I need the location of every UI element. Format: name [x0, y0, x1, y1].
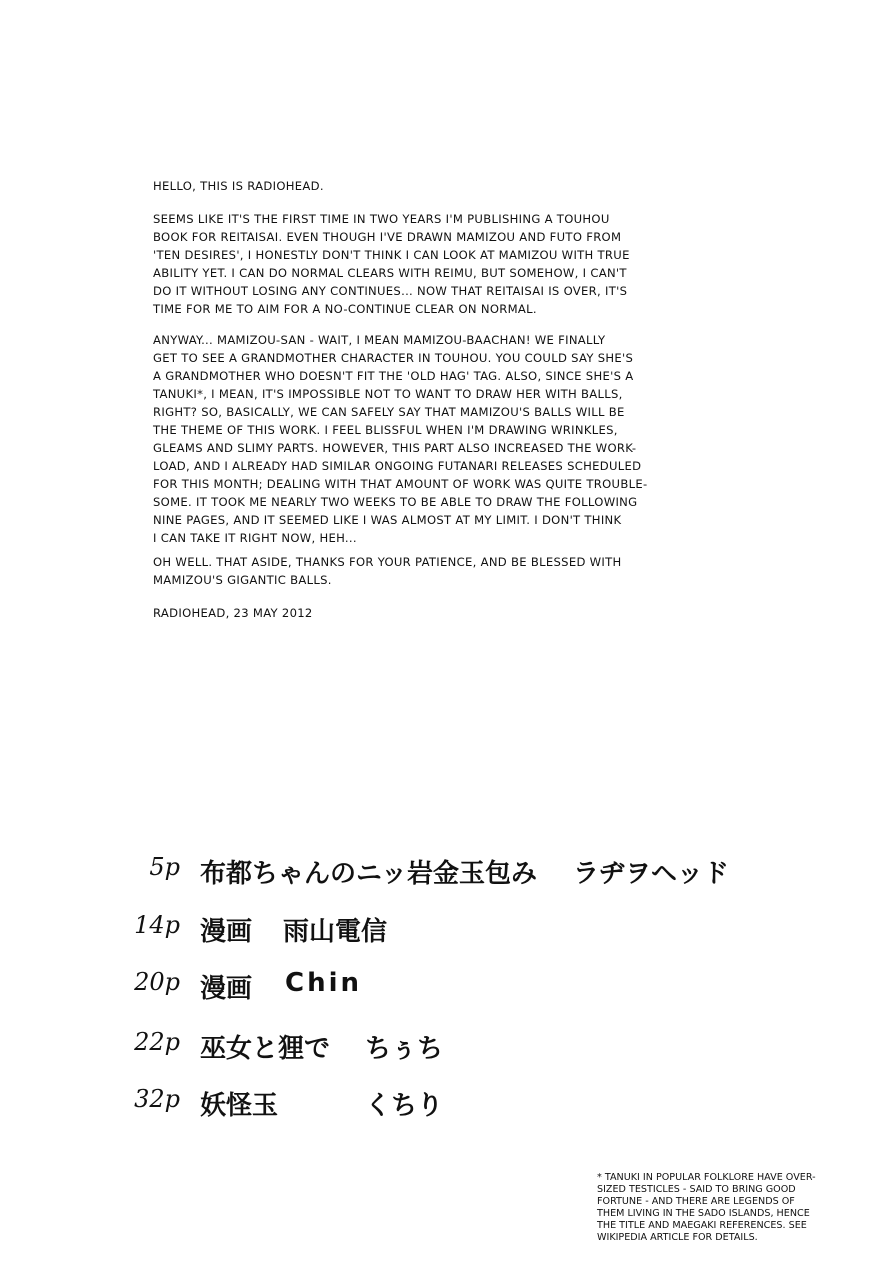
toc-author: ちぅち	[365, 1034, 444, 1064]
text-line: A GRANDMOTHER WHO DOESN'T FIT THE 'OLD HAG' TAG. ALSO, SINCE SHE'S A	[153, 369, 634, 383]
toc-page-number: 20p	[134, 968, 180, 996]
footnote-line: FORTUNE - AND THERE ARE LEGENDS OF	[597, 1196, 795, 1207]
text-line: TANUKI*, I MEAN, IT'S IMPOSSIBLE NOT TO WANT TO DRAW HER WITH BALLS,	[153, 387, 623, 401]
toc-page-number: 22p	[134, 1028, 180, 1056]
toc-author: Chin	[285, 968, 363, 998]
letter-paragraph-3	[153, 553, 622, 589]
toc-title: 漫画	[200, 974, 253, 1004]
text-line: RIGHT? SO, BASICALLY, WE CAN SAFELY SAY THAT MAMIZOU'S BALLS WILL BE	[153, 405, 625, 419]
toc-author: ラヂヲヘッド	[573, 859, 730, 889]
footnote-line: * TANUKI IN POPULAR FOLKLORE HAVE OVER-	[597, 1172, 816, 1183]
footnote-line: WIKIPEDIA ARTICLE FOR DETAILS.	[597, 1232, 758, 1243]
text-line: I CAN TAKE IT RIGHT NOW, HEH...	[153, 531, 357, 545]
toc-author: 雨山電信	[283, 917, 388, 947]
toc-title: 漫画	[200, 917, 253, 947]
text-line: LOAD, AND I ALREADY HAD SIMILAR ONGOING FUTANARI RELEASES SCHEDULED	[153, 459, 642, 473]
toc-page-number: 5p	[149, 853, 180, 881]
footnote-line: THEM LIVING IN THE SADO ISLANDS, HENCE	[597, 1208, 810, 1219]
text-line: MAMIZOU'S GIGANTIC BALLS.	[153, 573, 332, 587]
toc-entry	[0, 1028, 893, 1062]
text-line: 'TEN DESIRES', I HONESTLY DON'T THINK I CAN LOOK AT MAMIZOU WITH TRUE	[153, 248, 630, 262]
footnote-line: SIZED TESTICLES - SAID TO BRING GOOD	[597, 1184, 796, 1195]
letter-signature	[153, 604, 313, 622]
toc-entry	[0, 853, 893, 887]
text-line: DO IT WITHOUT LOSING ANY CONTINUES... NOW THAT REITAISAI IS OVER, IT'S	[153, 284, 628, 298]
toc-title: 巫女と狸で	[200, 1034, 331, 1064]
letter-greeting	[153, 177, 324, 195]
text-line: OH WELL. THAT ASIDE, THANKS FOR YOUR PATIENCE, AND BE BLESSED WITH	[153, 555, 622, 569]
text-line: BOOK FOR REITAISAI. EVEN THOUGH I'VE DRAWN MAMIZOU AND FUTO FROM	[153, 230, 622, 244]
letter-paragraph-2	[153, 331, 647, 547]
text-line: SOME. IT TOOK ME NEARLY TWO WEEKS TO BE ABLE TO DRAW THE FOLLOWING	[153, 495, 638, 509]
signature-line: RADIOHEAD, 23 MAY 2012	[153, 606, 313, 620]
text-line: GET TO SEE A GRANDMOTHER CHARACTER IN TOUHOU. YOU COULD SAY SHE'S	[153, 351, 634, 365]
toc-entry	[0, 1085, 893, 1119]
toc-entry	[0, 911, 893, 945]
letter-paragraph-1	[153, 210, 630, 318]
text-line: SEEMS LIKE IT'S THE FIRST TIME IN TWO YEARS I'M PUBLISHING A TOUHOU	[153, 212, 610, 226]
toc-title: 妖怪玉	[200, 1091, 279, 1121]
text-line: GLEAMS AND SLIMY PARTS. HOWEVER, THIS PART ALSO INCREASED THE WORK-	[153, 441, 637, 455]
toc-entry	[0, 968, 893, 1002]
toc-page-number: 14p	[134, 911, 180, 939]
text-line: ANYWAY... MAMIZOU-SAN - WAIT, I MEAN MAMIZOU-BAACHAN! WE FINALLY	[153, 333, 606, 347]
toc-page-number: 32p	[134, 1085, 180, 1113]
toc-author: くちり	[365, 1091, 444, 1121]
greeting-line: HELLO, THIS IS RADIOHEAD.	[153, 179, 324, 193]
text-line: NINE PAGES, AND IT SEEMED LIKE I WAS ALMOST AT MY LIMIT. I DON'T THINK	[153, 513, 622, 527]
text-line: ABILITY YET. I CAN DO NORMAL CLEARS WITH REIMU, BUT SOMEHOW, I CAN'T	[153, 266, 627, 280]
toc-title: 布都ちゃんのニッ岩金玉包み	[200, 859, 537, 889]
text-line: TIME FOR ME TO AIM FOR A NO-CONTINUE CLEAR ON NORMAL.	[153, 302, 537, 316]
footnote-line: THE TITLE AND MAEGAKI REFERENCES. SEE	[597, 1220, 807, 1231]
footnote	[597, 1172, 816, 1244]
text-line: THE THEME OF THIS WORK. I FEEL BLISSFUL WHEN I'M DRAWING WRINKLES,	[153, 423, 618, 437]
text-line: FOR THIS MONTH; DEALING WITH THAT AMOUNT OF WORK WAS QUITE TROUBLE-	[153, 477, 648, 491]
